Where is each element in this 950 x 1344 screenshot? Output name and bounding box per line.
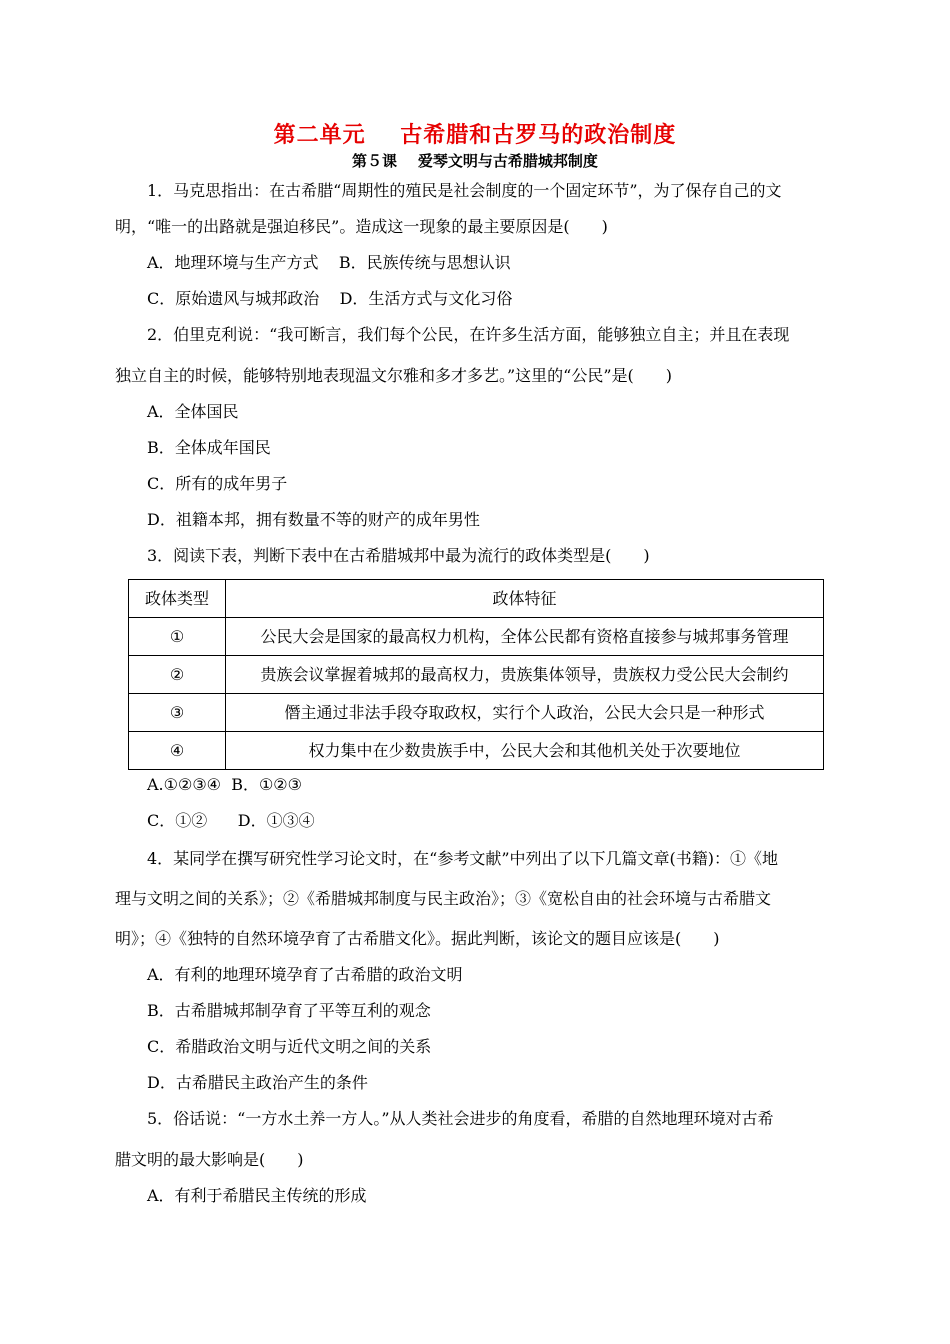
table-cell-type: ③ [129, 694, 226, 732]
q2-stem-line2: 独立自主的时候，能够特别地表现温文尔雅和多才多艺。”这里的“公民”是( ) [115, 366, 673, 385]
table-header-row [129, 580, 824, 618]
q4-stem-line2: 理与文明之间的关系》；②《希腊城邦制度与民主政治》；③《宽松自由的社会环境与古希腊文 [115, 889, 772, 908]
q3-options-line1: A.①②③④ B．①②③ [147, 775, 302, 794]
q4-option-a: A．有利的地理环境孕育了古希腊的政治文明 [147, 965, 463, 984]
table-cell-type: ② [129, 656, 226, 694]
q2-stem-line1: 2．伯里克利说：“我可断言，我们每个公民，在许多生活方面，能够独立自主；并且在表现 [147, 325, 790, 344]
table-row [129, 732, 824, 770]
table-row [129, 618, 824, 656]
q2-option-b: B．全体成年国民 [147, 438, 271, 457]
q4-stem-line3: 明》；④《独特的自然环境孕育了古希腊文化》。据此判断，该论文的题目应该是( ) [115, 929, 720, 948]
q2-option-c: C．所有的成年男子 [147, 474, 288, 493]
q1-stem-line1: 1．马克思指出：在古希腊“周期性的殖民是社会制度的一个固定环节”，为了保存自己的文 [147, 181, 782, 200]
table-header-cell: 政体类型 [129, 580, 226, 618]
table-row [129, 656, 824, 694]
table-cell-type: ④ [129, 732, 226, 770]
table-header-cell: 政体特征 [226, 580, 824, 618]
q5-stem-line1: 5．俗话说：“一方水土养一方人。”从人类社会进步的角度看，希腊的自然地理环境对古希 [147, 1109, 774, 1128]
q1-options-line2: C．原始遗风与城邦政治 D．生活方式与文化习俗 [147, 289, 513, 308]
table-cell-feature: 权力集中在少数贵族手中，公民大会和其他机关处于次要地位 [226, 732, 824, 770]
q4-option-c: C．希腊政治文明与近代文明之间的关系 [147, 1037, 432, 1056]
q2-option-d: D．祖籍本邦，拥有数量不等的财产的成年男性 [147, 510, 480, 529]
q1-stem-line2: 明，“唯一的出路就是强迫移民”。造成这一现象的最主要原因是( ) [115, 217, 608, 236]
table-cell-type: ① [129, 618, 226, 656]
q4-option-d: D．古希腊民主政治产生的条件 [147, 1073, 368, 1092]
table-cell-feature: 贵族会议掌握着城邦的最高权力，贵族集体领导，贵族权力受公民大会制约 [226, 656, 824, 694]
table-row [129, 694, 824, 732]
q3-stem: 3．阅读下表，判断下表中在古希腊城邦中最为流行的政体类型是( ) [147, 546, 650, 565]
q1-options-line1: A．地理环境与生产方式 B．民族传统与思想认识 [147, 253, 511, 272]
lesson-title: 第５课 爱琴文明与古希腊城邦制度 [352, 152, 598, 170]
unit-title: 第二单元 古希腊和古罗马的政治制度 [273, 122, 677, 148]
q5-option-a: A．有利于希腊民主传统的形成 [147, 1186, 367, 1205]
q2-option-a: A．全体国民 [147, 402, 239, 421]
table-cell-feature: 公民大会是国家的最高权力机构，全体公民都有资格直接参与城邦事务管理 [226, 618, 824, 656]
q5-stem-line2: 腊文明的最大影响是( ) [115, 1150, 304, 1169]
q4-stem-line1: 4．某同学在撰写研究性学习论文时，在“参考文献”中列出了以下几篇文章(书籍)：①《地 [147, 849, 779, 868]
q3-options-line2: C．①② D．①③④ [147, 811, 315, 830]
q4-option-b: B．古希腊城邦制孕育了平等互利的观念 [147, 1001, 431, 1020]
government-types-table [128, 579, 824, 770]
table-cell-feature: 僭主通过非法手段夺取政权，实行个人政治，公民大会只是一种形式 [226, 694, 824, 732]
